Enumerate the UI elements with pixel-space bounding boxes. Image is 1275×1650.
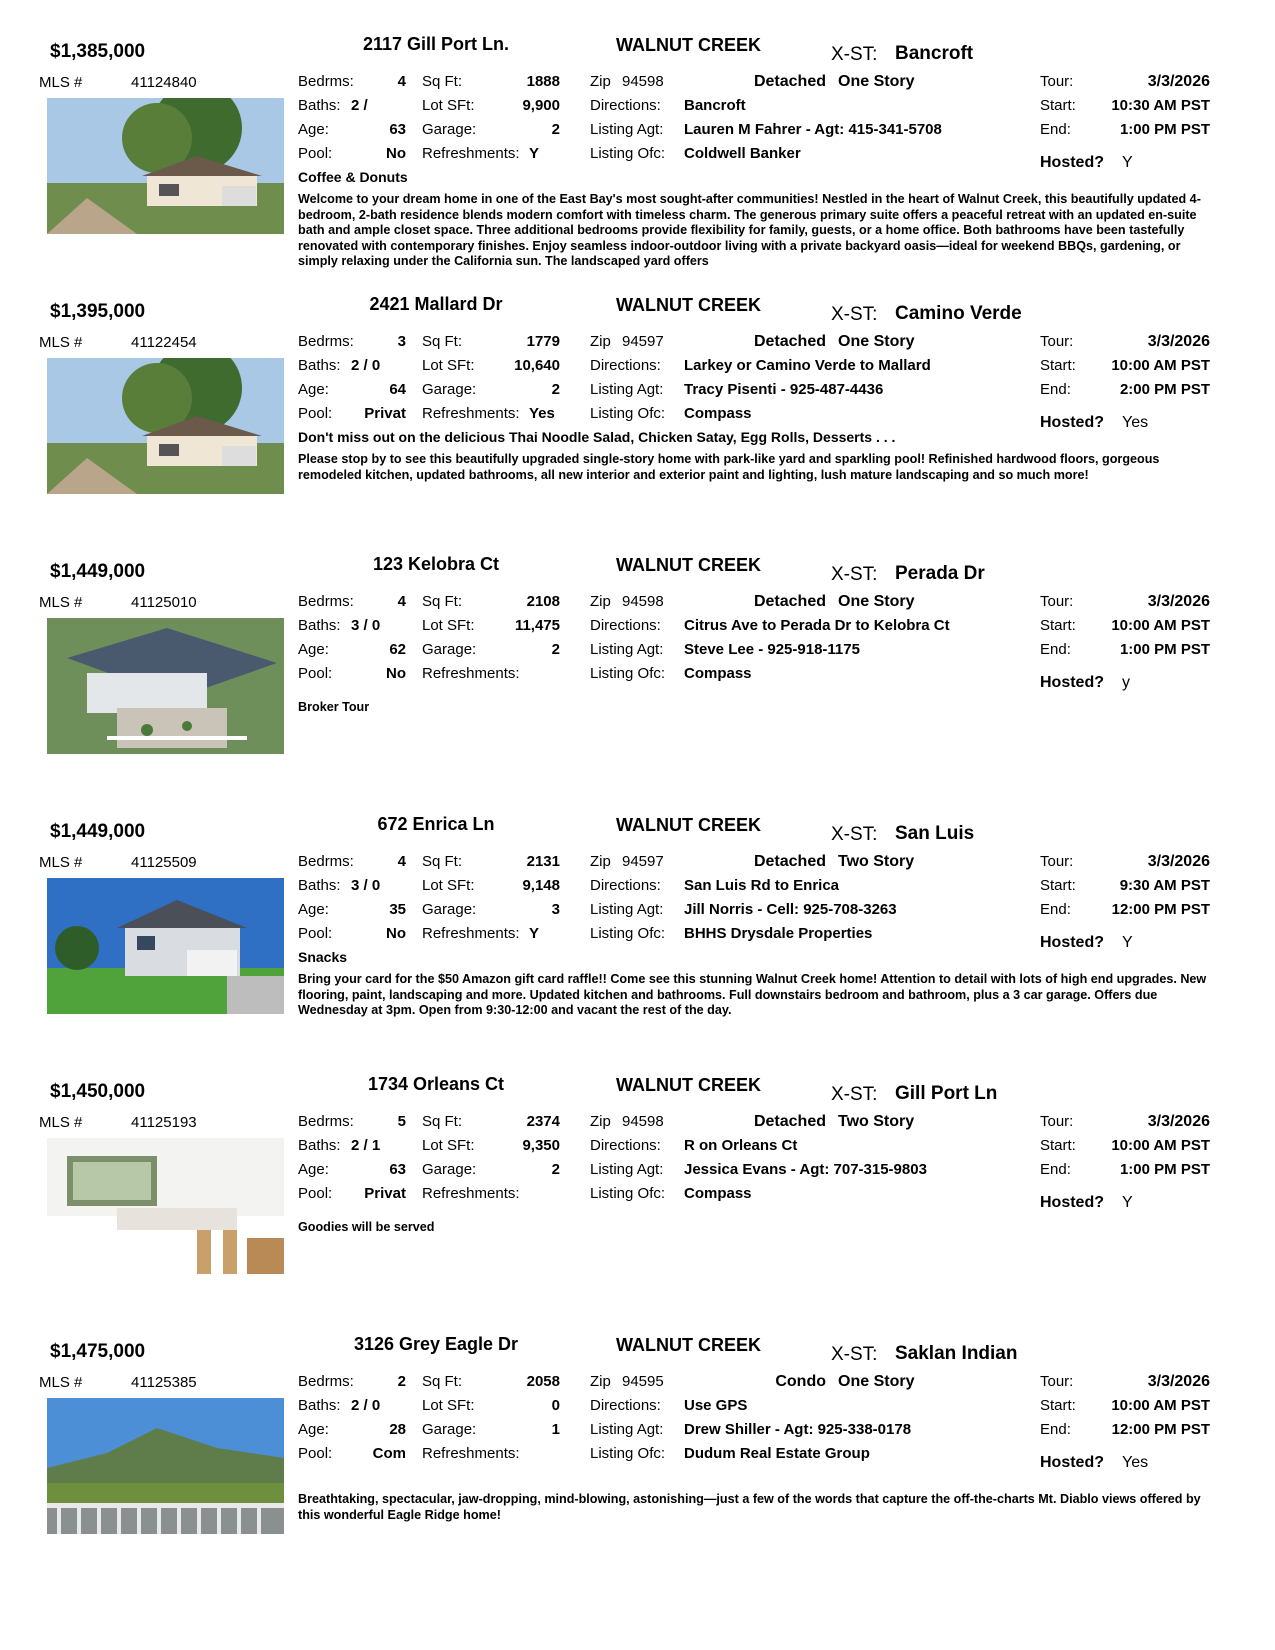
listing-3	[0, 550, 1275, 798]
cross-street-label: X-ST:	[831, 1344, 878, 1365]
listing-city: WALNUT CREEK	[616, 295, 761, 315]
listing-office-label: Listing Ofc:	[590, 145, 666, 162]
hosted-value: Yes	[1122, 1454, 1149, 1471]
directions-value: Use GPS	[684, 1397, 748, 1414]
directions-value: Citrus Ave to Perada Dr to Kelobra Ct	[684, 617, 950, 634]
hosted-value: Y	[1122, 154, 1133, 171]
bedrooms-value: 3	[397, 333, 406, 350]
start-time: 10:00 AM PST	[1111, 1397, 1210, 1414]
garage-value: 1	[551, 1421, 560, 1438]
tour-label: Tour:	[1040, 73, 1074, 90]
listing-office-label: Listing Ofc:	[590, 665, 666, 682]
property-stories: One Story	[838, 73, 915, 90]
bedrooms-label: Bedrms:	[298, 1113, 354, 1130]
listing-office-label: Listing Ofc:	[590, 405, 666, 422]
cross-street-label: X-ST:	[831, 44, 878, 65]
age-label: Age:	[298, 641, 329, 658]
age-value: 63	[389, 1161, 406, 1178]
refreshments-value: Yes	[529, 405, 555, 422]
listing-agent-label: Listing Agt:	[590, 901, 664, 918]
property-type: Detached	[753, 73, 826, 90]
property-stories: Two Story	[838, 853, 915, 870]
age-value: 28	[389, 1421, 406, 1438]
listing-office-label: Listing Ofc:	[590, 925, 666, 942]
listing-office-value: Compass	[684, 405, 752, 422]
listing-description: Welcome to your dream home in one of the East Bay's most sought-after communities! Nestled in the heart of Walnut Creek, this beautifully updated 4-bedroom, 2-bath residence blends modern comfort with timeless charm. The generous primary suite offers a peaceful retreat with an updated en-suite bath and ample closet space. Three additional bedrooms provide flexibility for family, guests, or a home office. Both bathrooms have been tastefully renovated with contemporary finishes. Enjoy seamless indoor-outdoor living with a private backyard oasis—ideal for weekend BBQs, gardening, or simply relaxing under the California sun. The landscaped yard offers	[298, 192, 1201, 269]
cross-street-value: Bancroft	[895, 43, 974, 64]
age-label: Age:	[298, 1421, 329, 1438]
baths-label: Baths:	[298, 1137, 341, 1154]
property-type: Detached	[753, 1113, 826, 1130]
end-label: End:	[1040, 121, 1071, 138]
sqft-label: Sq Ft:	[422, 593, 463, 610]
zip-value: 94595	[622, 1373, 664, 1390]
sqft-label: Sq Ft:	[422, 1373, 463, 1390]
listing-6	[0, 1330, 1275, 1578]
bedrooms-label: Bedrms:	[298, 593, 354, 610]
sqft-value: 1888	[526, 73, 560, 90]
bedrooms-value: 4	[397, 853, 406, 870]
start-time: 10:00 AM PST	[1111, 1137, 1210, 1154]
sqft-value: 2374	[526, 1113, 560, 1130]
age-value: 62	[389, 641, 406, 658]
directions-value: San Luis Rd to Enrica	[684, 877, 840, 894]
bedrooms-value: 2	[397, 1373, 406, 1390]
hosted-label: Hosted?	[1040, 934, 1104, 951]
zip-label: Zip	[590, 1113, 611, 1130]
refreshments-note: Coffee & Donuts	[298, 169, 408, 185]
baths-value: 2 / 0	[351, 1397, 381, 1414]
cross-street-value: Camino Verde	[895, 303, 1022, 324]
property-stories: Two Story	[838, 1113, 915, 1130]
garage-label: Garage:	[422, 1161, 477, 1178]
zip-value: 94597	[622, 853, 664, 870]
garage-value: 2	[551, 641, 560, 658]
mls-number: 41125509	[131, 854, 197, 871]
property-stories: One Story	[838, 1373, 915, 1390]
hosted-label: Hosted?	[1040, 154, 1104, 171]
mls-label: MLS #	[39, 1374, 83, 1391]
directions-value: Larkey or Camino Verde to Mallard	[684, 357, 931, 374]
tour-label: Tour:	[1040, 333, 1074, 350]
cross-street-value: Perada Dr	[895, 563, 985, 584]
zip-value: 94597	[622, 333, 664, 350]
age-value: 63	[389, 121, 406, 138]
baths-label: Baths:	[298, 357, 341, 374]
refreshments-note: Don't miss out on the delicious Thai Noodle Salad, Chicken Satay, Egg Rolls, Desserts . . .	[298, 429, 896, 445]
two-story-house-photo	[47, 878, 284, 1014]
mls-label: MLS #	[39, 334, 83, 351]
listing-price: $1,449,000	[50, 821, 146, 842]
end-label: End:	[1040, 381, 1071, 398]
listing-address: 2117 Gill Port Ln.	[362, 34, 510, 54]
cross-street-label: X-ST:	[831, 824, 878, 845]
sqft-label: Sq Ft:	[422, 853, 463, 870]
listing-5	[0, 1070, 1275, 1318]
lot-sqft-value: 10,640	[514, 357, 560, 374]
listing-agent-value: Tracy Pisenti - 925-487-4436	[684, 381, 884, 398]
listing-price: $1,449,000	[50, 561, 146, 582]
hosted-value: y	[1122, 674, 1130, 691]
property-stories: One Story	[838, 593, 915, 610]
listing-office-label: Listing Ofc:	[590, 1445, 666, 1462]
listing-office-value: Dudum Real Estate Group	[684, 1445, 870, 1462]
zip-label: Zip	[590, 333, 611, 350]
baths-label: Baths:	[298, 617, 341, 634]
cross-street-value: Saklan Indian	[895, 1343, 1018, 1364]
sqft-value: 2108	[526, 593, 560, 610]
sqft-value: 1779	[526, 333, 560, 350]
listing-agent-value: Drew Shiller - Agt: 925-338-0178	[684, 1421, 912, 1438]
mls-number: 41125010	[131, 594, 197, 611]
baths-value: 3 / 0	[351, 877, 381, 894]
hosted-value: Y	[1122, 934, 1133, 951]
garage-value: 3	[551, 901, 560, 918]
start-label: Start:	[1040, 357, 1076, 374]
bedrooms-value: 4	[397, 593, 406, 610]
age-label: Age:	[298, 121, 329, 138]
listing-city: WALNUT CREEK	[616, 815, 761, 835]
listing-price: $1,395,000	[50, 301, 146, 322]
end-time: 1:00 PM PST	[1119, 1161, 1210, 1178]
lot-sqft-label: Lot SFt:	[422, 617, 475, 634]
lot-sqft-label: Lot SFt:	[422, 877, 475, 894]
listing-agent-label: Listing Agt:	[590, 121, 664, 138]
pool-label: Pool:	[298, 665, 333, 682]
cross-street-value: Gill Port Ln	[895, 1083, 998, 1104]
baths-label: Baths:	[298, 97, 341, 114]
listing-description: Please stop by to see this beautifully upgraded single-story home with park-like yard and sparkling pool! Refinished hardwood floors, gorgeous remodeled kitchen, updated bathrooms, all new interior and exterior paint and lighting, lush mature landscaping and so much more!	[298, 452, 1160, 482]
listing-address: 3126 Grey Eagle Dr	[353, 1334, 519, 1354]
listing-price: $1,450,000	[50, 1081, 146, 1102]
listing-address: 123 Kelobra Ct	[372, 554, 500, 574]
directions-label: Directions:	[590, 617, 661, 634]
listing-agent-value: Jill Norris - Cell: 925-708-3263	[684, 901, 897, 918]
end-label: End:	[1040, 1161, 1071, 1178]
refreshments-label: Refreshments:	[422, 925, 520, 942]
directions-value: R on Orleans Ct	[684, 1137, 798, 1154]
property-type: Detached	[753, 853, 826, 870]
mls-number: 41125193	[131, 1114, 197, 1131]
tour-label: Tour:	[1040, 1373, 1074, 1390]
age-label: Age:	[298, 381, 329, 398]
house-photo	[47, 358, 284, 494]
tour-date: 3/3/2026	[1147, 333, 1210, 350]
baths-value: 2 / 0	[351, 357, 381, 374]
zip-label: Zip	[590, 1373, 611, 1390]
mls-label: MLS #	[39, 1114, 83, 1131]
lot-sqft-label: Lot SFt:	[422, 1397, 475, 1414]
age-label: Age:	[298, 901, 329, 918]
listing-office-label: Listing Ofc:	[590, 1185, 666, 1202]
refreshments-label: Refreshments:	[422, 1445, 520, 1462]
listing-city: WALNUT CREEK	[616, 555, 761, 575]
cross-street-label: X-ST:	[831, 1084, 878, 1105]
listing-agent-label: Listing Agt:	[590, 1421, 664, 1438]
zip-label: Zip	[590, 593, 611, 610]
listing-agent-label: Listing Agt:	[590, 641, 664, 658]
tour-date: 3/3/2026	[1147, 853, 1210, 870]
zip-value: 94598	[622, 1113, 664, 1130]
tour-date: 3/3/2026	[1147, 1113, 1210, 1130]
bedrooms-label: Bedrms:	[298, 333, 354, 350]
bedrooms-label: Bedrms:	[298, 1373, 354, 1390]
sqft-label: Sq Ft:	[422, 1113, 463, 1130]
tour-label: Tour:	[1040, 1113, 1074, 1130]
garage-label: Garage:	[422, 641, 477, 658]
hosted-label: Hosted?	[1040, 1454, 1104, 1471]
aerial-house-photo	[47, 618, 284, 754]
zip-value: 94598	[622, 593, 664, 610]
pool-value: No	[386, 925, 406, 942]
garage-value: 2	[551, 1161, 560, 1178]
directions-label: Directions:	[590, 1397, 661, 1414]
refreshments-label: Refreshments:	[422, 1185, 520, 1202]
property-type: Detached	[753, 593, 826, 610]
start-label: Start:	[1040, 877, 1076, 894]
listing-city: WALNUT CREEK	[616, 1335, 761, 1355]
cross-street-value: San Luis	[895, 823, 975, 844]
lot-sqft-value: 9,900	[522, 97, 560, 114]
baths-value: 3 / 0	[351, 617, 381, 634]
zip-label: Zip	[590, 853, 611, 870]
sqft-value: 2131	[526, 853, 560, 870]
age-value: 35	[389, 901, 406, 918]
property-stories: One Story	[838, 333, 915, 350]
listing-agent-label: Listing Agt:	[590, 381, 664, 398]
directions-label: Directions:	[590, 97, 661, 114]
hosted-value: Y	[1122, 1194, 1133, 1211]
pool-value: No	[386, 665, 406, 682]
listing-address: 2421 Mallard Dr	[369, 294, 503, 314]
directions-label: Directions:	[590, 877, 661, 894]
bedrooms-value: 4	[397, 73, 406, 90]
end-label: End:	[1040, 641, 1071, 658]
baths-value: 2 /	[351, 97, 368, 114]
listing-city: WALNUT CREEK	[616, 1075, 761, 1095]
lot-sqft-label: Lot SFt:	[422, 97, 475, 114]
listing-price: $1,385,000	[50, 41, 146, 62]
listing-city: WALNUT CREEK	[616, 35, 761, 55]
pool-value: Com	[372, 1445, 406, 1462]
pool-value: Privat	[364, 405, 406, 422]
pool-value: Privat	[364, 1185, 406, 1202]
listing-agent-label: Listing Agt:	[590, 1161, 664, 1178]
garage-value: 2	[551, 121, 560, 138]
listing-description: Broker Tour	[298, 700, 370, 714]
mls-number: 41124840	[131, 74, 197, 91]
mls-label: MLS #	[39, 854, 83, 871]
mls-label: MLS #	[39, 594, 83, 611]
pool-label: Pool:	[298, 405, 333, 422]
baths-label: Baths:	[298, 877, 341, 894]
pool-label: Pool:	[298, 1185, 333, 1202]
hosted-label: Hosted?	[1040, 674, 1104, 691]
start-label: Start:	[1040, 617, 1076, 634]
start-label: Start:	[1040, 97, 1076, 114]
listing-address: 1734 Orleans Ct	[367, 1074, 505, 1094]
end-time: 2:00 PM PST	[1119, 381, 1210, 398]
start-label: Start:	[1040, 1397, 1076, 1414]
house-photo	[47, 98, 284, 234]
tour-date: 3/3/2026	[1147, 593, 1210, 610]
property-type: Detached	[753, 333, 826, 350]
refreshments-label: Refreshments:	[422, 145, 520, 162]
listing-agent-value: Steve Lee - 925-918-1175	[684, 641, 860, 658]
bedrooms-label: Bedrms:	[298, 853, 354, 870]
pool-label: Pool:	[298, 1445, 333, 1462]
mls-label: MLS #	[39, 74, 83, 91]
lot-sqft-value: 9,148	[522, 877, 560, 894]
hosted-label: Hosted?	[1040, 1194, 1104, 1211]
directions-label: Directions:	[590, 1137, 661, 1154]
kitchen-photo	[47, 1138, 284, 1274]
baths-label: Baths:	[298, 1397, 341, 1414]
mls-number: 41125385	[131, 1374, 197, 1391]
listing-price: $1,475,000	[50, 1341, 146, 1362]
lot-sqft-label: Lot SFt:	[422, 357, 475, 374]
tour-date: 3/3/2026	[1147, 1373, 1210, 1390]
listing-description: Bring your card for the $50 Amazon gift card raffle!! Come see this stunning Walnut Creek home! Attention to detail with lots of high end upgrades. New flooring, paint, landscaping and more. Updated kitchen and bathrooms. Full downstairs bedroom and bathroom, plus a 3 car garage. Offers due Wednesday at 3pm. Open from 9:30-12:00 and vacant the rest of the day.	[298, 972, 1207, 1018]
sqft-label: Sq Ft:	[422, 333, 463, 350]
listing-address: 672 Enrica Ln	[377, 814, 495, 834]
pool-label: Pool:	[298, 145, 333, 162]
refreshments-note: Snacks	[298, 949, 348, 965]
end-label: End:	[1040, 1421, 1071, 1438]
age-value: 64	[389, 381, 406, 398]
end-time: 12:00 PM PST	[1111, 901, 1210, 918]
directions-label: Directions:	[590, 357, 661, 374]
garage-label: Garage:	[422, 381, 477, 398]
listing-1	[0, 30, 1275, 278]
listing-office-value: BHHS Drysdale Properties	[684, 925, 873, 942]
refreshments-label: Refreshments:	[422, 405, 520, 422]
start-time: 10:30 AM PST	[1111, 97, 1210, 114]
garage-label: Garage:	[422, 901, 477, 918]
sqft-label: Sq Ft:	[422, 73, 463, 90]
listing-agent-value: Jessica Evans - Agt: 707-315-9803	[684, 1161, 927, 1178]
lot-sqft-value: 0	[551, 1397, 560, 1414]
listing-4	[0, 810, 1275, 1058]
tour-label: Tour:	[1040, 853, 1074, 870]
listing-office-value: Coldwell Banker	[684, 145, 801, 162]
zip-value: 94598	[622, 73, 664, 90]
listing-office-value: Compass	[684, 1185, 752, 1202]
tour-label: Tour:	[1040, 593, 1074, 610]
refreshments-value: Y	[529, 145, 540, 162]
hosted-label: Hosted?	[1040, 414, 1104, 431]
listing-description: Goodies will be served	[298, 1220, 435, 1234]
listing-2	[0, 290, 1275, 538]
sqft-value: 2058	[526, 1373, 560, 1390]
lot-sqft-value: 11,475	[514, 617, 560, 634]
end-time: 1:00 PM PST	[1119, 121, 1210, 138]
start-label: Start:	[1040, 1137, 1076, 1154]
lot-sqft-value: 9,350	[522, 1137, 560, 1154]
cross-street-label: X-ST:	[831, 304, 878, 325]
mls-number: 41122454	[131, 334, 197, 351]
cross-street-label: X-ST:	[831, 564, 878, 585]
refreshments-label: Refreshments:	[422, 665, 520, 682]
garage-value: 2	[551, 381, 560, 398]
property-type: Condo	[775, 1373, 826, 1390]
pool-label: Pool:	[298, 925, 333, 942]
garage-label: Garage:	[422, 1421, 477, 1438]
bedrooms-value: 5	[397, 1113, 406, 1130]
end-time: 12:00 PM PST	[1111, 1421, 1210, 1438]
hosted-value: Yes	[1122, 414, 1149, 431]
refreshments-value: Y	[529, 925, 540, 942]
baths-value: 2 / 1	[351, 1137, 381, 1154]
garage-label: Garage:	[422, 121, 477, 138]
age-label: Age:	[298, 1161, 329, 1178]
bedrooms-label: Bedrms:	[298, 73, 354, 90]
listing-agent-value: Lauren M Fahrer - Agt: 415-341-5708	[684, 121, 942, 138]
pool-value: No	[386, 145, 406, 162]
directions-value: Bancroft	[684, 97, 746, 114]
start-time: 10:00 AM PST	[1111, 357, 1210, 374]
lot-sqft-label: Lot SFt:	[422, 1137, 475, 1154]
mountain-view-photo	[47, 1398, 284, 1534]
end-label: End:	[1040, 901, 1071, 918]
zip-label: Zip	[590, 73, 611, 90]
start-time: 9:30 AM PST	[1119, 877, 1210, 894]
listing-office-value: Compass	[684, 665, 752, 682]
tour-date: 3/3/2026	[1147, 73, 1210, 90]
listing-description: Breathtaking, spectacular, jaw-dropping, mind-blowing, astonishing—just a few of the words that capture the off-the-charts Mt. Diablo views offered by this wonderful Eagle Ridge home!	[298, 1492, 1201, 1522]
start-time: 10:00 AM PST	[1111, 617, 1210, 634]
end-time: 1:00 PM PST	[1119, 641, 1210, 658]
